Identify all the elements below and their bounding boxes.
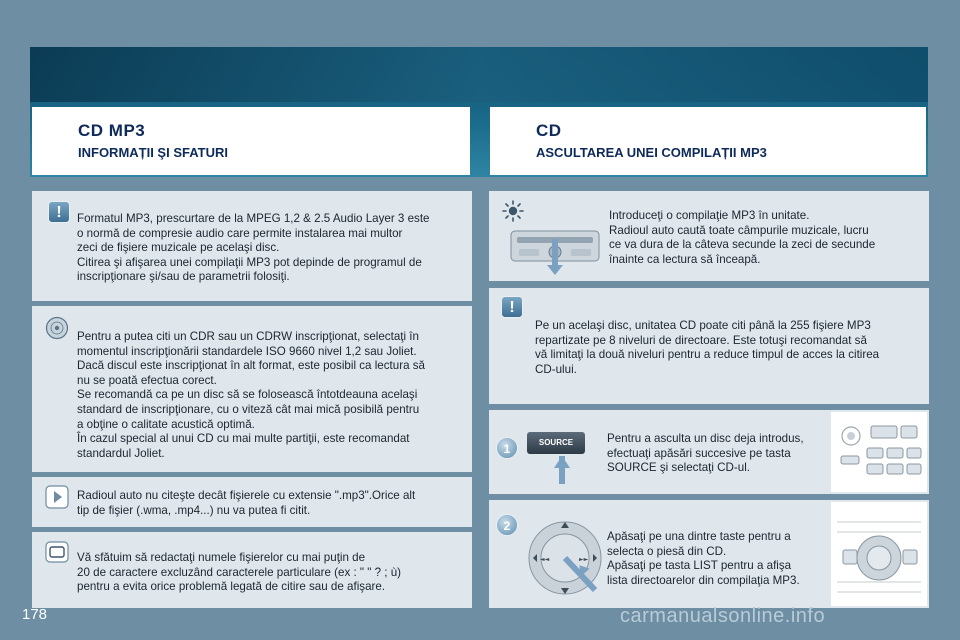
disc-icon <box>45 316 69 340</box>
panel-text: Formatul MP3, prescurtare de la MPEG 1,2 & 2.5 Audio Layer 3 este o normă de compresie audio care permite instalarea mai multor zeci de fişiere muzicale pe acelaşi disc. Citirea şi afişarea unei compilaţii MP3 pot depinde de programul de inscripţionare şi/sau de parametrii folosiţi. <box>77 212 430 284</box>
svg-text:◄◄: ◄◄ <box>540 556 550 563</box>
panel-text: Pe un acelaşi disc, unitatea CD poate citi până la 255 fişiere MP3 repartizate pe 8 niveluri de directoare. Este totuşi recomandat să vă limitaţi la două niveluri pentru a reduce timpul de acces la citirea CD-ului. <box>535 319 880 376</box>
navigation-pad-illustration <box>527 518 607 604</box>
right-panel-mp3-limits <box>489 288 929 404</box>
right-panel-insert-compilation <box>489 191 929 281</box>
radio-control-image <box>831 502 927 606</box>
radio-panel-image <box>831 412 927 492</box>
step-number-badge: 1 <box>496 437 518 459</box>
source-button-illustration <box>527 432 587 490</box>
left-panel-cdr-info <box>32 306 472 472</box>
watermark: carmanualsonline.info <box>620 605 826 627</box>
source-button[interactable]: SOURCE <box>527 432 585 454</box>
panel-text: Pentru a asculta un disc deja introdus, efectuaţi apăsări succesive pe tasta SOURCE şi selectaţi CD-ul. <box>607 432 804 475</box>
cd-player-illustration <box>509 225 601 275</box>
panel-text: Introduceţi o compilaţie MP3 în unitate. Radioul auto caută toate câmpurile muzicale, lucru ce va dura de la câteva secunde la zeci de secunde înainte ca lectura să înceapă. <box>609 209 876 266</box>
panel-text: Radioul auto nu citeşte decât fişierele cu extensie ".mp3".Orice alt tip de fişier (.wma, .mp4...) nu va putea fi citit. <box>77 489 416 517</box>
exclamation-icon: ! <box>501 296 523 318</box>
page-number: 178 <box>22 606 48 623</box>
right-title-box <box>490 107 926 175</box>
right-subtitle: ASCULTAREA UNEI COMPILAȚII MP3 <box>536 145 767 160</box>
panel-text: Vă sfătuim să redactaţi numele fişierelor cu mai puţin de 20 de caractere excluzând caracterele particulare (ex : " " ? ; ù) pentru a evita orice problemă legată de citire sau de afişare. <box>77 551 401 594</box>
svg-text:►►: ►► <box>579 556 589 563</box>
rectangle-icon <box>45 541 69 563</box>
light-icon <box>501 199 525 223</box>
left-title-box <box>32 107 470 175</box>
left-panel-filename-tips <box>32 532 472 608</box>
exclamation-icon: ! <box>48 201 70 223</box>
step-number-badge: 2 <box>496 514 518 536</box>
right-title: CD <box>536 121 562 140</box>
left-title: CD MP3 <box>78 121 146 140</box>
panel-text: Pentru a putea citi un CDR sau un CDRW inscripţionat, selectaţi în momentul inscripţionării standardele ISO 9660 nivel 1,2 sau Joliet. Dacă discul este inscripţionat în alt format, este posibil ca lectura să nu se poată efectua corect. Se recomandă ca pe un disc să se folosească întotdeauna acelaşi standard de inscripţionare, cu o viteză cât mai mică posibilă pentru a obţine o calitate acustică optimă. În cazul special al unui CD cu mai multe partiţii, este recomandat standardul Joliet. <box>77 330 425 460</box>
play-icon <box>45 485 69 509</box>
panel-text: Apăsaţi pe una dintre taste pentru a selecta o piesă din CD. Apăsaţi pe tasta LIST pentru a afişa lista directoarelor din compilaţia MP3. <box>607 530 800 587</box>
left-panel-file-extension <box>32 477 472 527</box>
right-panel-step-1 <box>489 410 929 494</box>
left-subtitle: INFORMAȚII ŞI SFATURI <box>78 145 228 160</box>
left-panel-mp3-info <box>32 191 472 301</box>
right-panel-step-2 <box>489 500 929 608</box>
